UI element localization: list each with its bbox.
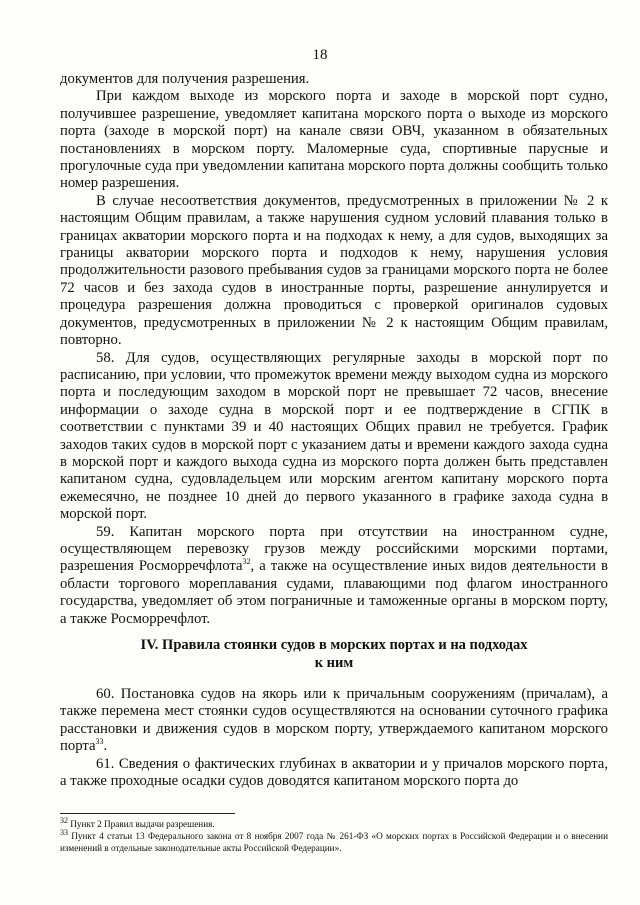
footnotes (60, 815, 608, 854)
footnote-divider (60, 813, 235, 814)
footnote-32 (60, 815, 608, 830)
footnote-text-32: Пункт 2 Правил выдачи разрешения. (68, 819, 215, 829)
page-number: 18 (312, 47, 328, 63)
footnote-33 (60, 827, 608, 854)
section-heading-line1: IV. Правила стоянки судов в морских портах и на подходах (140, 637, 528, 653)
paragraph-notification: При каждом выходе из морского порта и заходе в морской порт судно, получившее разрешение, уведомляет капитана морского порта о выходе из морского порта (заходе в морской порт) на канале связи ОВЧ, указанном в обязательных постановлениях в морском порту. Маломерные суда, спортивные парусные и прогулочные суда при уведомлении капитана морского порта должны сообщить только номер разрешения. (60, 88, 608, 192)
section-text (60, 686, 608, 790)
paragraph-59 (60, 524, 608, 628)
paragraph-58: 58. Для судов, осуществляющих регулярные заходы в морской порт по расписанию, при условии, что промежуток времени между выходом судна из морского порта и последующим заходом в морской порт не превышает 72 часов, внесение информации о заходе судна в морской порт и ее подтверждение в СГПК в соответствии с пунктами 39 и 40 настоящих Общих правил не требуется. График заходов таких судов в морской порт с указанием даты и времени каждого захода судна в морской порт и каждого выхода судна из морского порта должен быть представлен капитаном судна, судовладельцем или морским агентом капитану морского порта ежемесячно, не позднее 10 дней до первого указанного в графике захода судна в морской порт. (60, 349, 608, 523)
section-heading-line2: к ним (314, 655, 354, 671)
paragraph-60-part1: 60. Постановка судов на якорь или к причальным сооружениям (причалам), а также перемена мест стоянки судов осуществляются на основании суточного графика расстановки и движения судов в морском порту, утверждаемого капитаном морского порта (60, 686, 608, 755)
paragraph-60 (60, 686, 608, 756)
main-text (60, 71, 608, 628)
paragraph-60-part2: . (103, 738, 108, 755)
footnote-mark-33: 33 (60, 827, 68, 837)
paragraph-59-part1: 59. Капитан морского порта при отсутствии на иностранном судне, осуществляющем перевозку грузов между российскими морскими портами, разрешения Росморречфлота (60, 523, 608, 575)
paragraph-61: 61. Сведения о фактических глубинах в акватории и у причалов морского порта, а также проходные осадки судов доводятся капитаном морского порта до (60, 755, 608, 790)
footnote-text-33: Пункт 4 статьи 13 Федерального закона от 8 ноября 2007 года № 261-ФЗ «О морских портах в Российской Федерации и о внесении изменений в отдельные законодательные акты Российской Федерации». (60, 831, 608, 853)
paragraph-continuation: документов для получения разрешения. (60, 71, 310, 87)
footnote-ref-32[interactable]: 32 (242, 557, 251, 567)
footnote-ref-33[interactable]: 33 (95, 737, 104, 747)
footnote-mark-32: 32 (60, 815, 68, 825)
paragraph-59-part2: , а также на осуществление иных видов деятельности в области торгового мореплавания судами, плавающими под флагом иностранного государства, уведомляет об этом пограничные и таможенные органы в морском порту, а также Росморречфлот. (60, 558, 608, 627)
section-heading (80, 636, 588, 672)
paragraph-document-mismatch: В случае несоответствия документов, предусмотренных в приложении № 2 к настоящим Общим правилам, а также нарушения судном условий плавания только в границах акватории морского порта и на подходах к нему, а для судов, выходящих за границы акватории морского порта и подходов к нему, нарушения условия продолжительности разового пребывания судов за границами морского порта не более 72 часов и без захода судов в иностранные порты, разрешение аннулируется и процедура разрешения должна проводиться с проверкой оригиналов судовых документов, предусмотренных в приложении № 2 к настоящим Общим правилам, повторно. (60, 192, 608, 349)
